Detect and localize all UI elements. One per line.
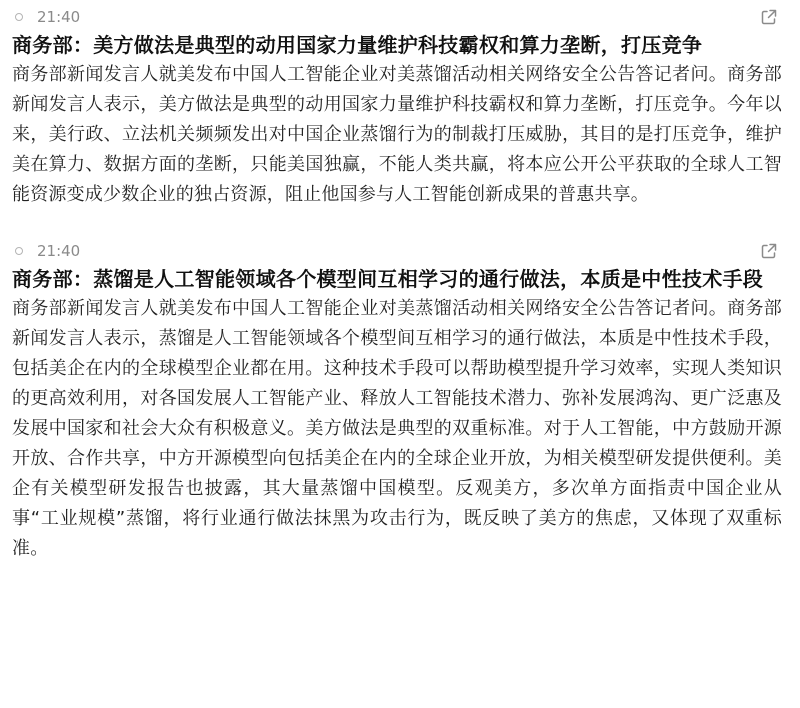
news-time: 21:40 [37,8,81,26]
news-item[interactable] [0,0,800,210]
news-item-header [38,4,778,30]
timeline-dot-icon [15,13,23,21]
news-headline[interactable]: 商务部：蒸馏是人工智能领域各个模型间互相学习的通行做法，本质是中性技术手段 [12,267,764,291]
news-item[interactable] [0,238,800,564]
share-icon[interactable] [760,8,778,26]
news-body: 商务部新闻发言人就美发布中国人工智能企业对美蒸馏活动相关网络安全公告答记者问。商务部新闻发言人表示，美方做法是典型的动用国家力量维护科技霸权和算力垄断，打压竞争。今年以来，美行政、立法机关频频发出对中国企业蒸馏行为的制裁打压威胁，其目的是打压竞争，维护美在算力、数据方面的垄断，只能美国独赢，不能人类共赢，将本应公开公平获取的全球人工智能资源变成少数企业的独占资源，阻止他国参与人工智能创新成果的普惠共享。 [12,64,782,205]
news-item-header [38,238,778,264]
share-icon[interactable] [760,242,778,260]
news-headline[interactable]: 商务部：美方做法是典型的动用国家力量维护科技霸权和算力垄断，打压竞争 [12,33,703,57]
timeline-dot-icon [15,247,23,255]
news-body: 商务部新闻发言人就美发布中国人工智能企业对美蒸馏活动相关网络安全公告答记者问。商务部新闻发言人表示，蒸馏是人工智能领域各个模型间互相学习的通行做法，本质是中性技术手段，包括美企在内的全球模型企业都在用。这种技术手段可以帮助模型提升学习效率，实现人类知识的更高效利用，对各国发展人工智能产业、释放人工智能技术潜力、弥补发展鸿沟、更广泛惠及发展中国家和社会大众有积极意义。美方做法是典型的双重标准。对于人工智能，中方鼓励开源开放、合作共享，中方开源模型向包括美企在内的全球企业开放，为相关模型研发提供便利。美企有关模型研发报告也披露，其大量蒸馏中国模型。反观美方，多次单方面指责中国企业从事“工业规模”蒸馏，将行业通行做法抹黑为攻击行为，既反映了美方的焦虑，又体现了双重标准。 [12,298,782,559]
news-time: 21:40 [37,242,81,260]
